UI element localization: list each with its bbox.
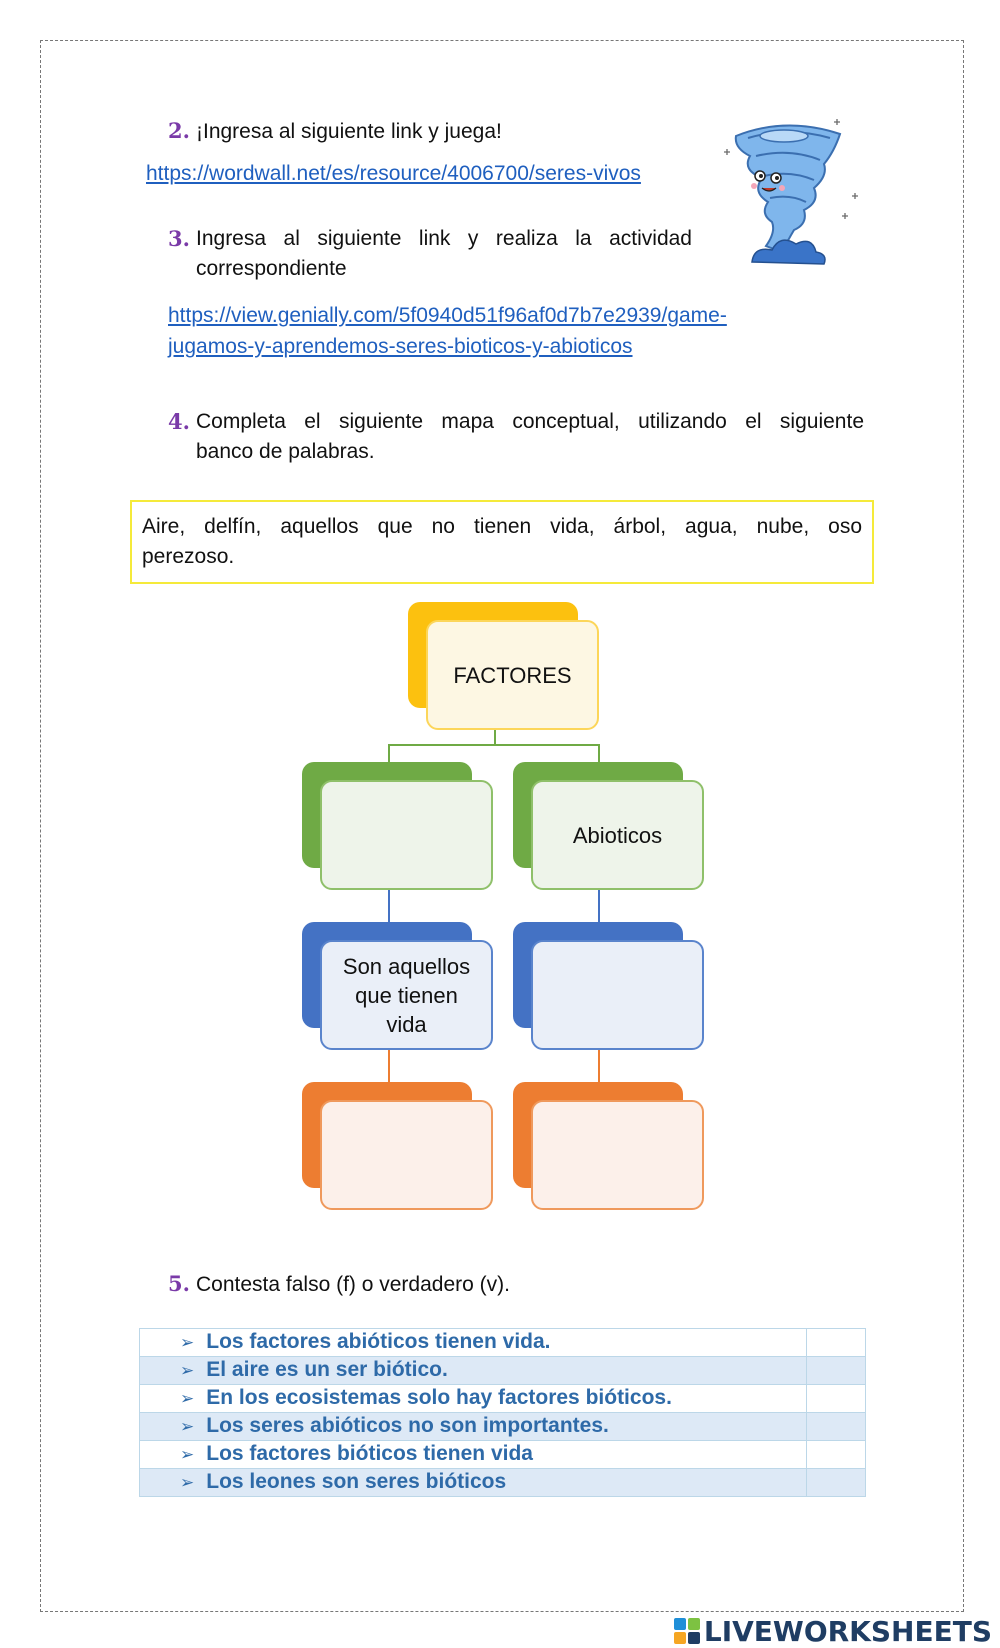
tornado-cartoon-icon: [716, 112, 866, 272]
word-bank-line1: Aire, delfín, aquellos que no tienen vida, árbol, agua, nube, oso: [142, 515, 862, 538]
statement-cell: [140, 1357, 807, 1385]
right-level1-label: Abioticos: [572, 822, 663, 848]
item-3-text-line1: Ingresa al siguiente link y realiza la actividad: [196, 227, 692, 250]
root-label: FACTORES: [453, 662, 572, 688]
right-level2-box[interactable]: [531, 940, 704, 1050]
item-5-number: 5.: [168, 1271, 190, 1296]
item-3-text-line2: correspondiente: [196, 257, 347, 280]
item-3: [168, 224, 692, 284]
statement-cell: [140, 1413, 807, 1441]
left-level2-line1: Son aquellos: [342, 953, 471, 979]
statement-text: Los seres abióticos no son importantes.: [206, 1414, 609, 1437]
left-level2-line2: que tienen: [355, 982, 458, 1008]
table-row: [140, 1357, 866, 1385]
table-row: [140, 1413, 866, 1441]
statement-text: Los factores abióticos tienen vida.: [206, 1330, 551, 1353]
table-row: [140, 1385, 866, 1413]
true-false-table: [139, 1328, 866, 1497]
arrow-bullet-icon: ➢: [180, 1473, 195, 1492]
wordwall-link[interactable]: https://wordwall.net/es/resource/4006700/seres-vivos: [146, 162, 641, 185]
item-2: [168, 116, 502, 147]
answer-cell[interactable]: [807, 1469, 866, 1497]
arrow-bullet-icon: ➢: [180, 1445, 195, 1464]
item-3-number: 3.: [168, 226, 190, 251]
answer-cell[interactable]: [807, 1385, 866, 1413]
logo-text: LIVEWORKSHEETS: [703, 1614, 992, 1648]
word-bank-line2: perezoso.: [142, 545, 235, 568]
item-5: [168, 1269, 510, 1300]
statement-text: En los ecosistemas solo hay factores bióticos.: [206, 1386, 672, 1409]
right-level1-box: [531, 780, 704, 890]
root-box: [426, 620, 599, 730]
item-4-text-line2: banco de palabras.: [196, 440, 375, 463]
item-2-number: 2.: [168, 118, 190, 143]
statement-text: Los factores bióticos tienen vida: [206, 1442, 533, 1465]
answer-cell[interactable]: [807, 1329, 866, 1357]
item-4-number: 4.: [168, 409, 190, 434]
genially-link-line1[interactable]: https://view.genially.com/5f0940d51f96af0d7b7e2939/game-: [168, 304, 727, 327]
table-row: [140, 1441, 866, 1469]
statement-text: El aire es un ser biótico.: [206, 1358, 448, 1381]
statement-cell: [140, 1469, 807, 1497]
item-5-text: Contesta falso (f) o verdadero (v).: [196, 1273, 510, 1296]
statement-cell: [140, 1385, 807, 1413]
logo-mark-icon: [674, 1618, 700, 1644]
genially-link[interactable]: [168, 300, 727, 362]
connector-branch: [388, 744, 600, 746]
arrow-bullet-icon: ➢: [180, 1417, 195, 1436]
liveworksheets-logo: [674, 1616, 992, 1646]
left-level3-box[interactable]: [320, 1100, 493, 1210]
word-bank-box: [130, 500, 874, 584]
answer-cell[interactable]: [807, 1357, 866, 1385]
arrow-bullet-icon: ➢: [180, 1333, 195, 1352]
right-level3-box[interactable]: [531, 1100, 704, 1210]
left-level1-box[interactable]: [320, 780, 493, 890]
arrow-bullet-icon: ➢: [180, 1361, 195, 1380]
left-level2-box: [320, 940, 493, 1050]
statement-cell: [140, 1329, 807, 1357]
arrow-bullet-icon: ➢: [180, 1389, 195, 1408]
item-4: [168, 407, 864, 467]
statement-cell: [140, 1441, 807, 1469]
genially-link-line2[interactable]: jugamos-y-aprendemos-seres-bioticos-y-abioticos: [168, 335, 633, 358]
item-4-text-line1: Completa el siguiente mapa conceptual, utilizando el siguiente: [196, 410, 864, 433]
left-level2-line3: vida: [386, 1011, 427, 1037]
answer-cell[interactable]: [807, 1413, 866, 1441]
item-2-text: ¡Ingresa al siguiente link y juega!: [196, 120, 502, 143]
statement-text: Los leones son seres bióticos: [206, 1470, 507, 1493]
answer-cell[interactable]: [807, 1441, 866, 1469]
table-row: [140, 1329, 866, 1357]
table-row: [140, 1469, 866, 1497]
